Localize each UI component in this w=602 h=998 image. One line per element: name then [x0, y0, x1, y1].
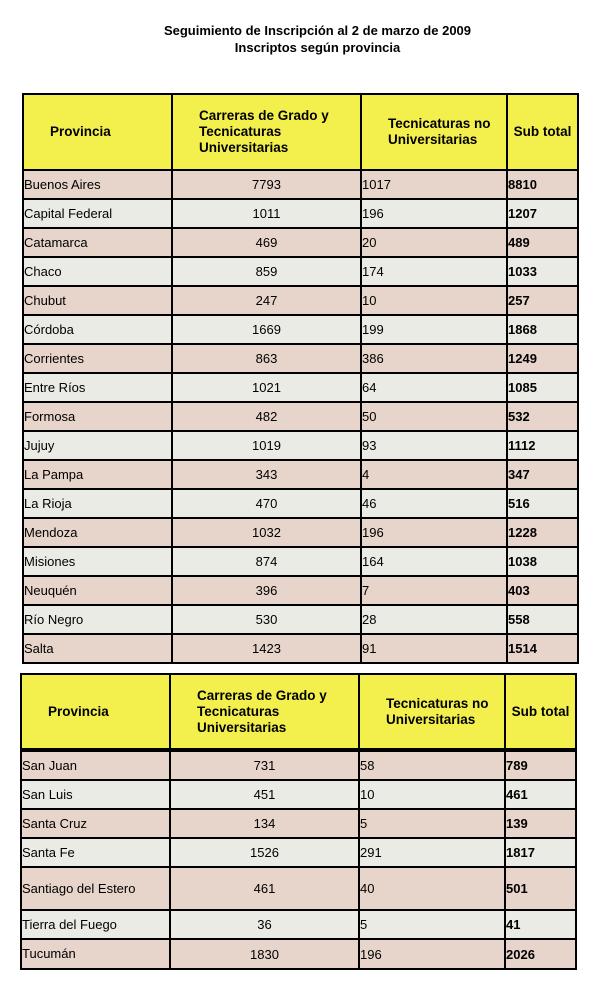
cell-carreras: 1830: [170, 939, 359, 969]
table-row: [23, 170, 578, 199]
cell-subtotal: 347: [507, 460, 578, 489]
cell-subtotal: 8810: [507, 170, 578, 199]
cell-tecnicaturas: 46: [361, 489, 507, 518]
cell-carreras: 7793: [172, 170, 361, 199]
cell-subtotal: 1249: [507, 344, 578, 373]
cell-tecnicaturas: 50: [361, 402, 507, 431]
cell-tecnicaturas: 58: [359, 751, 505, 780]
table-row: [23, 489, 578, 518]
cell-subtotal: 2026: [505, 939, 576, 969]
cell-provincia: Jujuy: [23, 431, 172, 460]
title-line-2: Inscriptos según provincia: [234, 40, 401, 55]
cell-carreras: 1019: [172, 431, 361, 460]
cell-tecnicaturas: 5: [359, 910, 505, 939]
cell-carreras: 134: [170, 809, 359, 838]
cell-carreras: 1032: [172, 518, 361, 547]
header-carreras: Carreras de Grado y Tecnicaturas Universitarias: [172, 94, 361, 170]
cell-carreras: 461: [170, 867, 359, 910]
header-tecnicaturas: Tecnicaturas no Universitarias: [359, 674, 505, 749]
cell-subtotal: 1514: [507, 634, 578, 663]
cell-provincia: La Rioja: [23, 489, 172, 518]
cell-provincia: Neuquén: [23, 576, 172, 605]
cell-provincia: Río Negro: [23, 605, 172, 634]
provinces-table-2: [20, 750, 577, 970]
table-row: [23, 373, 578, 402]
table-header-row: [23, 94, 578, 170]
cell-provincia: Buenos Aires: [23, 170, 172, 199]
header-provincia: Provincia: [21, 674, 170, 749]
table-row: [23, 634, 578, 663]
cell-tecnicaturas: 386: [361, 344, 507, 373]
provinces-table-2-header: [20, 673, 577, 750]
cell-tecnicaturas: 10: [359, 780, 505, 809]
cell-tecnicaturas: 7: [361, 576, 507, 605]
header-tecnicaturas: Tecnicaturas no Universitarias: [361, 94, 507, 170]
cell-tecnicaturas: 40: [359, 867, 505, 910]
cell-subtotal: 1228: [507, 518, 578, 547]
table-row: [21, 780, 576, 809]
header-provincia: Provincia: [23, 94, 172, 170]
cell-provincia: Mendoza: [23, 518, 172, 547]
cell-carreras: 1423: [172, 634, 361, 663]
cell-tecnicaturas: 93: [361, 431, 507, 460]
cell-provincia: Misiones: [23, 547, 172, 576]
table-row: [21, 751, 576, 780]
table-row: [23, 257, 578, 286]
cell-tecnicaturas: 1017: [361, 170, 507, 199]
table-row: [23, 518, 578, 547]
cell-provincia: Chaco: [23, 257, 172, 286]
cell-subtotal: 789: [505, 751, 576, 780]
table-row: [23, 402, 578, 431]
cell-carreras: 1669: [172, 315, 361, 344]
table-row: [23, 344, 578, 373]
cell-carreras: 1526: [170, 838, 359, 867]
cell-tecnicaturas: 4: [361, 460, 507, 489]
cell-carreras: 36: [170, 910, 359, 939]
header-subtotal: Sub total: [507, 94, 578, 170]
table-row: [23, 286, 578, 315]
table-row: [23, 605, 578, 634]
cell-carreras: 863: [172, 344, 361, 373]
table-row: [21, 838, 576, 867]
cell-subtotal: 501: [505, 867, 576, 910]
cell-provincia: San Luis: [21, 780, 170, 809]
cell-tecnicaturas: 164: [361, 547, 507, 576]
table-row: [23, 460, 578, 489]
header-carreras: Carreras de Grado y Tecnicaturas Universitarias: [170, 674, 359, 749]
cell-subtotal: 139: [505, 809, 576, 838]
cell-subtotal: 532: [507, 402, 578, 431]
document-title: [60, 22, 575, 56]
cell-carreras: 247: [172, 286, 361, 315]
table-header-row: [21, 674, 576, 749]
cell-tecnicaturas: 64: [361, 373, 507, 402]
cell-provincia: La Pampa: [23, 460, 172, 489]
table-row: [23, 199, 578, 228]
table-row: [23, 547, 578, 576]
cell-provincia: Formosa: [23, 402, 172, 431]
cell-tecnicaturas: 20: [361, 228, 507, 257]
cell-carreras: 874: [172, 547, 361, 576]
cell-tecnicaturas: 5: [359, 809, 505, 838]
cell-provincia: Corrientes: [23, 344, 172, 373]
cell-provincia: Santa Cruz: [21, 809, 170, 838]
cell-subtotal: 1033: [507, 257, 578, 286]
table-row: [23, 228, 578, 257]
cell-subtotal: 1868: [507, 315, 578, 344]
cell-carreras: 731: [170, 751, 359, 780]
cell-provincia: Salta: [23, 634, 172, 663]
cell-tecnicaturas: 196: [359, 939, 505, 969]
table-row: [21, 809, 576, 838]
cell-tecnicaturas: 291: [359, 838, 505, 867]
cell-subtotal: 461: [505, 780, 576, 809]
cell-carreras: 1011: [172, 199, 361, 228]
cell-provincia: Córdoba: [23, 315, 172, 344]
cell-subtotal: 516: [507, 489, 578, 518]
cell-provincia: Catamarca: [23, 228, 172, 257]
cell-carreras: 451: [170, 780, 359, 809]
cell-tecnicaturas: 10: [361, 286, 507, 315]
table-row: [23, 315, 578, 344]
cell-tecnicaturas: 199: [361, 315, 507, 344]
cell-provincia: Tucumán: [21, 939, 170, 969]
table-row: [23, 576, 578, 605]
cell-subtotal: 1112: [507, 431, 578, 460]
cell-carreras: 859: [172, 257, 361, 286]
cell-carreras: 470: [172, 489, 361, 518]
cell-carreras: 530: [172, 605, 361, 634]
cell-carreras: 343: [172, 460, 361, 489]
cell-provincia: Santiago del Estero: [21, 867, 170, 910]
cell-subtotal: 1817: [505, 838, 576, 867]
cell-provincia: San Juan: [21, 751, 170, 780]
table-row: [21, 910, 576, 939]
cell-subtotal: 489: [507, 228, 578, 257]
cell-subtotal: 1085: [507, 373, 578, 402]
table-row: [21, 939, 576, 969]
cell-tecnicaturas: 196: [361, 199, 507, 228]
cell-subtotal: 558: [507, 605, 578, 634]
cell-provincia: Santa Fe: [21, 838, 170, 867]
cell-subtotal: 1038: [507, 547, 578, 576]
header-subtotal: Sub total: [505, 674, 576, 749]
cell-subtotal: 41: [505, 910, 576, 939]
cell-provincia: Entre Ríos: [23, 373, 172, 402]
cell-provincia: Tierra del Fuego: [21, 910, 170, 939]
cell-subtotal: 1207: [507, 199, 578, 228]
cell-subtotal: 403: [507, 576, 578, 605]
provinces-table-1: [22, 93, 579, 664]
cell-carreras: 1021: [172, 373, 361, 402]
cell-provincia: Capital Federal: [23, 199, 172, 228]
table-row: [21, 867, 576, 910]
cell-carreras: 482: [172, 402, 361, 431]
title-line-1: Seguimiento de Inscripción al 2 de marzo de 2009: [163, 23, 472, 38]
table-row: [23, 431, 578, 460]
cell-tecnicaturas: 91: [361, 634, 507, 663]
cell-carreras: 469: [172, 228, 361, 257]
cell-tecnicaturas: 196: [361, 518, 507, 547]
cell-provincia: Chubut: [23, 286, 172, 315]
cell-subtotal: 257: [507, 286, 578, 315]
cell-tecnicaturas: 174: [361, 257, 507, 286]
cell-tecnicaturas: 28: [361, 605, 507, 634]
cell-carreras: 396: [172, 576, 361, 605]
